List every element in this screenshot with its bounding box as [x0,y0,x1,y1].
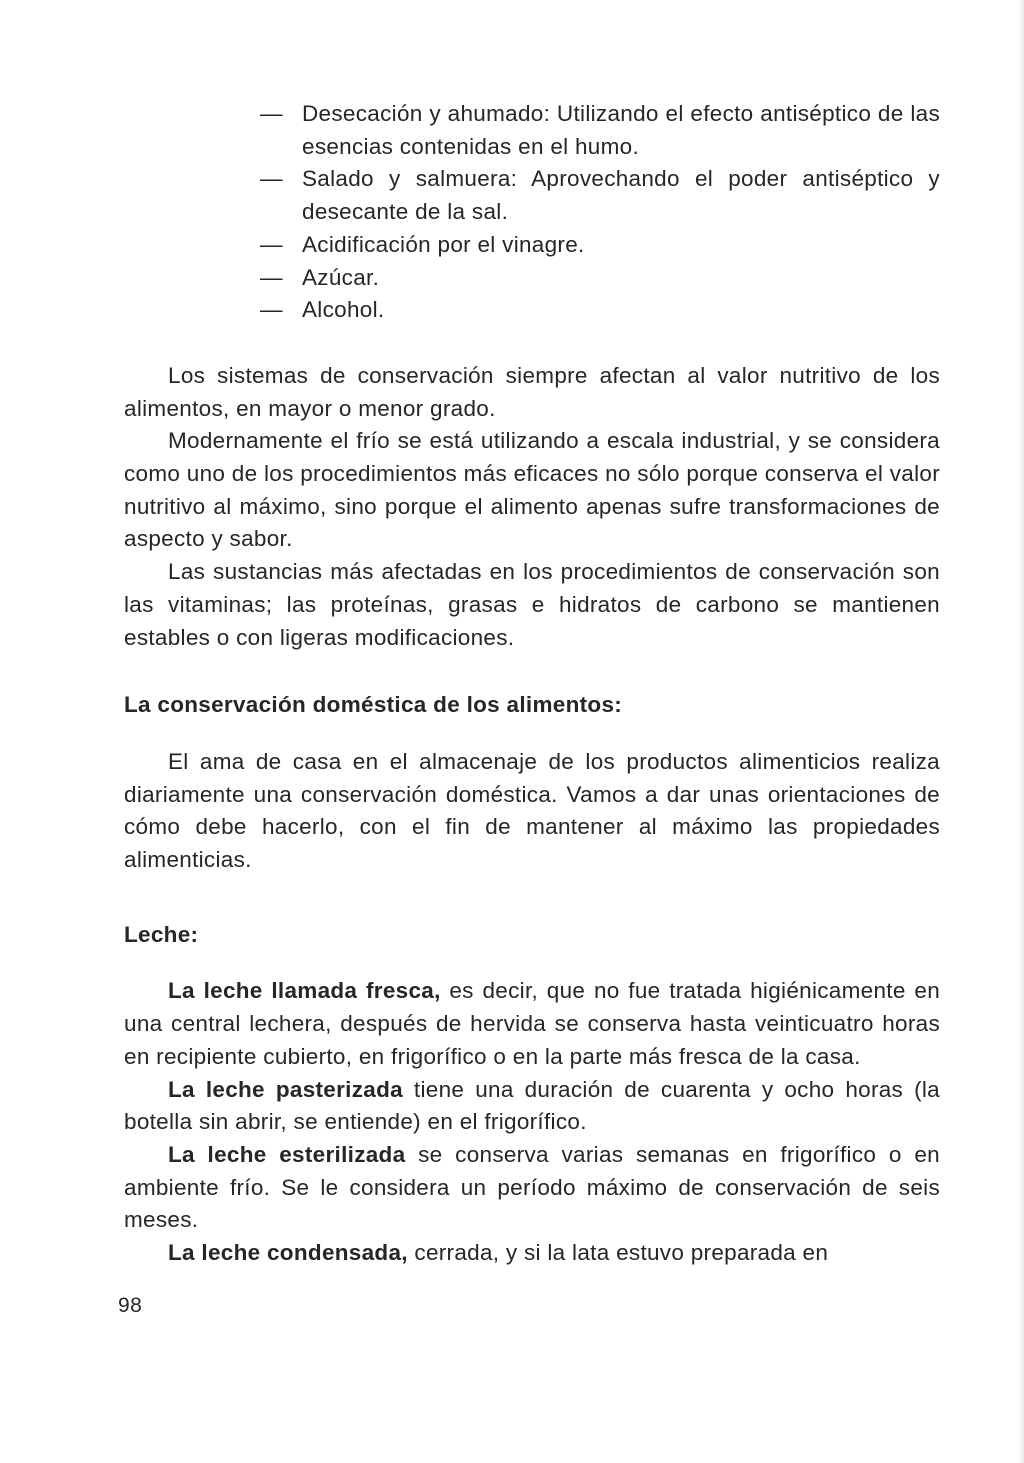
paragraph: Los sistemas de conservación siempre afectan al valor nutritivo de los alimentos, en mayor o menor grado. [124,362,940,421]
list-dash: — [260,297,283,323]
paragraph: El ama de casa en el almacenaje de los productos alimenticios realiza diariamente una conservación doméstica. Vamos a dar unas orientaciones de cómo debe hacerlo, con el fin de mantener al máximo las propiedades alimenticias. [124,748,940,873]
bold-term: La leche llamada fresca, [168,978,441,1004]
scan-edge-shadow [1018,0,1024,1463]
page-text [124,98,940,1270]
paragraph: Modernamente el frío se está utilizando a escala industrial, y se considera como uno de los procedimientos más eficaces no sólo porque conserva el valor nutritivo al máximo, sino porque el alimento apenas sufre transformaciones de aspecto y sabor. [124,428,940,552]
paragraph-text: cerrada, y si la lata estuvo preparada en [407,1240,829,1266]
list-item-text: Desecación y ahumado: Utilizando el efecto antiséptico de las esencias contenidas en el humo. [302,101,940,159]
list-item [260,163,940,228]
preservation-methods-list [260,98,940,327]
list-item-text: Alcohol. [302,297,385,323]
list-item [260,98,940,163]
list-item-text: Acidificación por el vinagre. [302,231,585,257]
bold-term: La leche pasterizada [168,1076,403,1102]
paragraph-text: es decir, que no fue tratada higiénicamente en una central lechera, después de hervida se conserva hasta veinticuatro horas en recipiente cubierto, en frigorífico o en la parte más fresca de la casa. [124,978,941,1069]
page-number: 98 [118,1294,143,1317]
paragraph [124,1074,940,1139]
bold-term: La leche condensada, [168,1240,408,1266]
section-heading: La conservación doméstica de los alimentos: [124,692,623,718]
section-heading: Leche: [124,921,199,947]
paragraph [124,1139,940,1237]
paragraph [124,975,940,1073]
list-item-text: Salado y salmuera: Aprovechando el poder antiséptico y desecante de la sal. [302,166,940,225]
list-dash: — [260,166,283,192]
list-dash: — [260,231,283,257]
paragraph [124,1237,940,1270]
paragraph-text: tiene una duración de cuarenta y ocho horas (la botella sin abrir, se entiende) en el frigorífico. [124,1076,940,1135]
list-item-text: Azúcar. [302,264,380,290]
bold-term: La leche esterilizada [168,1141,406,1167]
list-item [260,262,940,295]
list-item [260,229,940,262]
paragraph: Las sustancias más afectadas en los procedimientos de conservación son las vitaminas; las proteínas, grasas e hidratos de carbono se mantienen estables o con ligeras modificaciones. [124,559,940,650]
paragraph-text: se conserva varias semanas en frigorífico o en ambiente frío. Se le considera un período máximo de conservación de seis meses. [124,1141,940,1233]
list-item [260,294,940,327]
list-dash: — [260,264,283,290]
list-dash: — [260,101,283,126]
